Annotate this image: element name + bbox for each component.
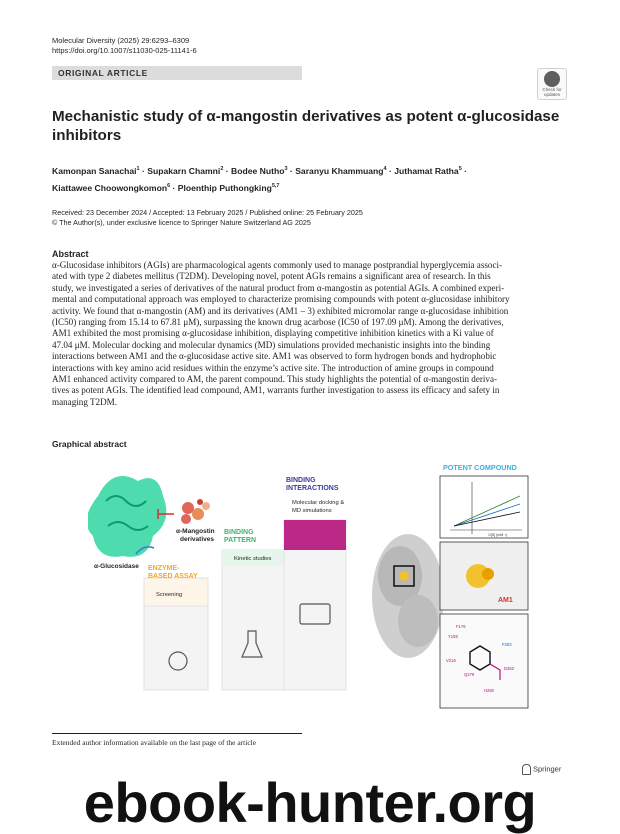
publication-dates — [52, 208, 363, 228]
watermark-text: ebook-hunter.org — [83, 771, 537, 834]
residue-label: Y158 — [448, 634, 458, 639]
author-separator: · — [139, 165, 148, 176]
residue-label: V216 — [446, 658, 456, 663]
author-affiliation: 1 — [136, 166, 140, 172]
author-affiliation: 5,7 — [271, 182, 280, 189]
plot-x-label: 1/[S] (mM⁻¹) — [488, 533, 508, 537]
step3-subtitle: MD simulations — [292, 508, 332, 514]
step3-subtitle: Molecular docking & — [292, 500, 345, 506]
dates-line: Received: 23 December 2024 / Accepted: 13 February 2025 / Published online: 25 February 2025 — [52, 208, 363, 217]
ligand-label: derivatives — [180, 536, 214, 543]
author-name[interactable]: Supakarn Chamni — [147, 165, 221, 176]
author-name[interactable]: Ploenthip Puthongking — [177, 182, 272, 193]
step2-subtitle: Kinetic studies — [234, 556, 272, 562]
ligand-label: α-Mangostin — [176, 528, 215, 535]
author-line-1 — [52, 162, 572, 179]
author-list — [52, 162, 572, 196]
footnote-text: Extended author information available on the last page of the article — [52, 738, 257, 747]
author-separator: · — [461, 165, 468, 176]
abstract-line: (IC50) ranging from 15.14 to 67.81 μM), surpassing the known drug acarbose (IC50 of 197.09 μM). Among the derivatives, — [52, 317, 504, 328]
check-updates-icon — [544, 71, 560, 87]
abstract-line: ated with type 2 diabetes mellitus (T2DM). Developing novel, potent AGIs remains a significant area of research. In this — [52, 271, 491, 282]
abstract-line: tives as potent AGIs. The identified lead compound, AM1, warrants further investigation to assess its efficacy and safety in — [52, 385, 500, 396]
abstract-line: study, we investigated a series of derivatives of the natural product from α-mangostin as potential AGIs. A combined experi- — [52, 282, 505, 293]
compound-label: AM1 — [498, 597, 513, 604]
abstract-line: 47.04 μM. Molecular docking and molecular dynamics (MD) simulations provided mechanistic insights into the binding — [52, 339, 491, 350]
protein-ribbon-image — [372, 534, 444, 658]
abstract-line: interactions between AM1 and the α-glucosidase active site. AM1 was observed to form hydrogen bonds and hydrophobic — [52, 351, 497, 362]
step1-title: BASED ASSAY — [148, 573, 198, 580]
author-separator: · — [386, 165, 395, 176]
step2-title: PATTERN — [224, 537, 257, 544]
check-for-updates-button[interactable] — [537, 68, 567, 100]
article-title — [52, 107, 572, 145]
abstract-line: AM1 enhanced activity compared to AM, the parent compound. This study highlights the potential of α-mangostin deriva- — [52, 374, 498, 385]
author-separator: · — [170, 182, 178, 193]
lineweaver-burk-plot — [440, 476, 528, 538]
enzyme-label: α-Glucosidase — [94, 563, 139, 570]
author-name[interactable]: Bodee Nutho — [231, 165, 285, 176]
residue-label: Q279 — [464, 672, 475, 677]
step2-title: BINDING — [224, 529, 254, 536]
author-name[interactable]: Kamonpan Sanachai — [52, 165, 137, 176]
author-affiliation: 3 — [284, 166, 288, 172]
copyright-line: © The Author(s), under exclusive licence to Springer Nature Switzerland AG 2025 — [52, 218, 311, 227]
author-name[interactable]: Juthamat Ratha — [394, 165, 459, 176]
ligand-molecule-icon — [181, 499, 210, 524]
abstract-heading: Abstract — [52, 249, 89, 259]
author-separator: · — [287, 165, 296, 176]
residue-label: F303 — [502, 642, 512, 647]
step1-title: ENZYME- — [148, 565, 180, 572]
abstract-line: α-Glucosidase inhibitors (AGIs) are pharmacological agents commonly used to manage postprandial hyperglycemia associ- — [52, 260, 503, 270]
abstract-line: AM1 exhibited the most promising α-glucosidase inhibition, displaying competitive inhibition kinetics with a Ki value of — [52, 328, 494, 339]
author-name[interactable]: Saranyu Khammuang — [295, 165, 384, 176]
step1-subtitle: Screening — [156, 592, 183, 598]
author-separator: · — [223, 165, 232, 176]
abstract-body — [52, 260, 570, 408]
graphical-abstract-heading: Graphical abstract — [52, 439, 127, 449]
article-type-banner: ORIGINAL ARTICLE — [52, 66, 302, 80]
author-name[interactable]: Kiattawee Choowongkomon — [52, 182, 168, 193]
residue-label: F176 — [456, 624, 466, 629]
graphical-abstract-figure — [88, 456, 540, 716]
doi-link[interactable]: https://doi.org/10.1007/s11030-025-11141-6 — [52, 46, 197, 55]
residue-label: D352 — [504, 666, 515, 671]
author-line-2 — [52, 179, 572, 196]
check-updates-line2: updates — [543, 92, 560, 97]
abstract-line: mental and computational approach was employed to characterize promising compounds with potent α-glucosidase inhibitory — [52, 294, 510, 305]
journal-info — [52, 36, 197, 56]
footnote-divider — [52, 733, 302, 734]
author-affiliation: 4 — [383, 166, 387, 172]
step-binding-pattern — [222, 550, 284, 690]
publisher-name: Springer — [533, 764, 562, 774]
journal-citation: Molecular Diversity (2025) 29:6293–6309 — [52, 36, 190, 45]
abstract-line: activity. We found that α-mangostin (AM) and its derivatives (AM1 – 3) exhibited micromolar range α-glucosidase inhibition — [52, 305, 509, 316]
check-updates-line1: Check for — [542, 87, 562, 92]
step-binding-interactions — [284, 520, 346, 690]
abstract-line: interactions with key amino acid residues within the enzyme’s active site. The introduction of amine groups in compound — [52, 362, 494, 373]
step3-title: BINDING — [286, 477, 316, 484]
author-affiliation: 5 — [458, 166, 462, 172]
title-line-1: Mechanistic study of α-mangostin derivatives as potent α-glucosidase — [52, 108, 560, 125]
author-affiliation: 6 — [167, 182, 171, 189]
enzyme-structure-icon — [88, 476, 166, 557]
potent-compound-title: POTENT COMPOUND — [443, 463, 517, 472]
docked-compound-panel — [440, 542, 528, 610]
residue-label: H280 — [484, 688, 495, 693]
step3-title: INTERACTIONS — [286, 485, 339, 492]
author-affiliation: 2 — [220, 166, 224, 172]
abstract-line: managing T2DM. — [52, 396, 117, 407]
title-line-2: inhibitors — [52, 127, 122, 144]
